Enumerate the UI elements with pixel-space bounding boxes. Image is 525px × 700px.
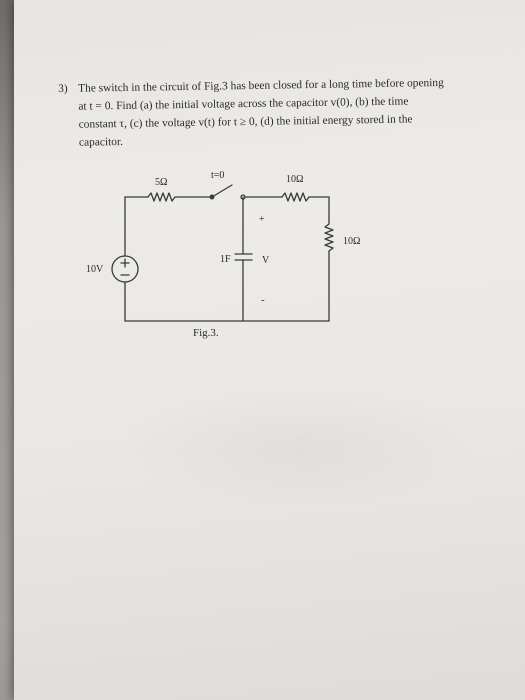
resistor-10-ohm-right (325, 224, 333, 251)
source-label: 10V (86, 264, 104, 275)
problem-line-4: capacitor. (78, 135, 124, 149)
resistor-10-right-label: 10Ω (343, 236, 361, 247)
resistor-5-label: 5Ω (155, 177, 168, 188)
problem-line-3: constant τ, (c) the voltage v(t) for t ≥ 0, (d) the initial energy stored in the (78, 113, 413, 131)
problem-number: 3) (58, 82, 68, 95)
switch-arm (212, 185, 232, 197)
source-plus (121, 259, 129, 267)
resistor-10-ohm-top (282, 193, 309, 201)
figure-caption: Fig.3. (193, 327, 219, 339)
problem-line-2: at t = 0. Find (a) the initial voltage across the capacitor v(0), (b) the time (78, 95, 409, 113)
voltage-plus: + (259, 214, 265, 225)
capacitor-label: 1F (220, 254, 231, 265)
problem-line-1: The switch in the circuit of Fig.3 has been closed for a long time before opening (78, 76, 444, 95)
voltage-label: V (262, 255, 270, 266)
resistor-5-ohm (148, 193, 175, 201)
voltage-minus: - (261, 294, 265, 306)
switch-label: t=0 (211, 170, 225, 181)
resistor-10-top-label: 10Ω (286, 174, 304, 185)
paper-bleed-through (120, 390, 480, 510)
